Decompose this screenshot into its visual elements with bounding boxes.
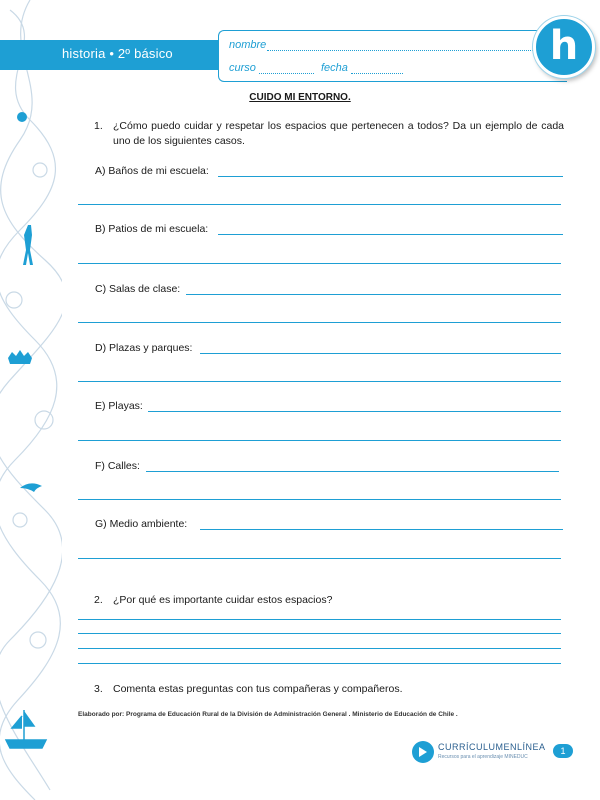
question-2-line-3[interactable]: [78, 648, 561, 649]
curriculum-logo-icon: [412, 741, 434, 763]
name-field[interactable]: [267, 40, 535, 51]
item-g-line-1[interactable]: [200, 529, 563, 530]
item-d-label: D) Plazas y parques:: [95, 342, 193, 354]
item-a-line-1[interactable]: [218, 176, 563, 177]
globe-icon: [17, 112, 27, 122]
item-d-line-2[interactable]: [78, 381, 561, 382]
bird-icon: [20, 483, 42, 492]
question-2-line-2[interactable]: [78, 633, 561, 634]
item-b-label: B) Patios de mi escuela:: [95, 223, 209, 235]
item-c-label: C) Salas de clase:: [95, 283, 181, 295]
item-c-line-1[interactable]: [186, 294, 561, 295]
question-3: [94, 682, 564, 697]
course-label: curso: [229, 62, 256, 74]
curriculum-logo-subtext: Recursos para el aprendizaje MINEDUC: [438, 754, 528, 760]
item-g-line-2[interactable]: [78, 558, 561, 559]
question-3-text: Comenta estas preguntas con tus compañeras y compañeros.: [113, 683, 403, 695]
date-label: fecha: [321, 62, 348, 74]
subject-title: historia • 2º básico: [62, 46, 173, 61]
item-d-line-1[interactable]: [200, 353, 561, 354]
curriculum-logo: [412, 739, 546, 769]
question-1: [94, 119, 564, 149]
question-2: [94, 593, 564, 608]
item-b-line-1[interactable]: [218, 234, 563, 235]
name-label: nombre: [229, 39, 267, 51]
question-3-number: 3.: [94, 683, 103, 695]
question-2-line-4[interactable]: [78, 663, 561, 664]
item-e-line-1[interactable]: [148, 411, 561, 412]
curriculum-logo-text: CURRÍCULUMENLÍNEA: [438, 742, 546, 752]
item-e-label: E) Playas:: [95, 400, 143, 412]
page-number: 1: [553, 744, 573, 758]
item-b-line-2[interactable]: [78, 263, 561, 264]
footer-credit: Elaborado por: Programa de Educación Rural de la División de Administración General . Ministerio de Educación de Chile .: [78, 711, 458, 718]
item-c-line-2[interactable]: [78, 322, 561, 323]
question-1-number: 1.: [94, 120, 103, 132]
question-2-text: ¿Por qué es importante cuidar estos espacios?: [113, 594, 333, 606]
item-a-label: A) Baños de mi escuela:: [95, 165, 209, 177]
crown-icon: [8, 350, 32, 364]
question-1-text: ¿Cómo puedo cuidar y respetar los espacios que pertenecen a todos? Da un ejemplo de cada uno de los siguientes casos.: [113, 120, 564, 147]
course-field[interactable]: [259, 63, 314, 74]
item-a-line-2[interactable]: [78, 204, 561, 205]
item-e-line-2[interactable]: [78, 440, 561, 441]
statue-icon: [23, 225, 33, 265]
document-title: CUIDO MI ENTORNO.: [249, 92, 351, 103]
question-2-line-1[interactable]: [78, 619, 561, 620]
item-g-label: G) Medio ambiente:: [95, 518, 188, 530]
item-f-line-1[interactable]: [146, 471, 559, 472]
student-info-panel: [218, 30, 567, 82]
left-decorative-strip: [0, 0, 62, 800]
item-f-line-2[interactable]: [78, 499, 561, 500]
date-field[interactable]: [351, 63, 403, 74]
history-logo: h: [533, 16, 595, 78]
item-f-label: F) Calles:: [95, 460, 140, 472]
question-2-number: 2.: [94, 594, 103, 606]
